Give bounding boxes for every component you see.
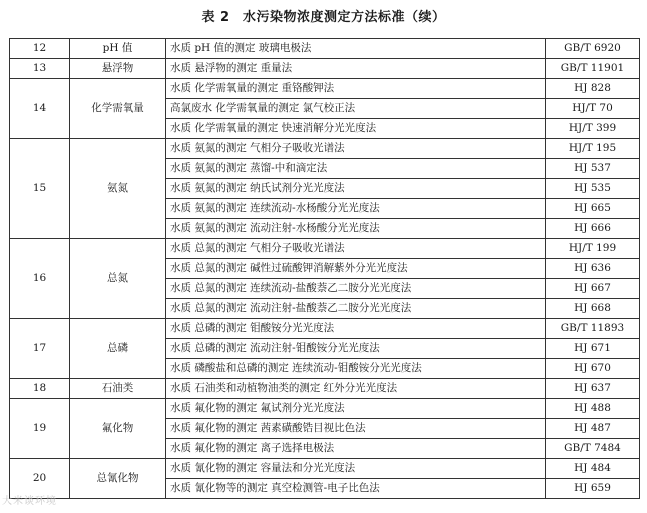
standards-table-body: [10, 39, 640, 499]
table-row: [10, 39, 640, 59]
standard-code-cell: GB/T 11901: [546, 59, 640, 79]
method-name-cell: 水质 总磷的测定 钼酸铵分光光度法: [166, 319, 546, 339]
pollutant-item-cell: 氨氮: [70, 139, 166, 239]
standard-code-cell: HJ 671: [546, 339, 640, 359]
method-name-cell: 水质 氨氮的测定 纳氏试剂分光光度法: [166, 179, 546, 199]
standard-code-cell: HJ 535: [546, 179, 640, 199]
method-name-cell: 水质 氟化物的测定 离子选择电极法: [166, 439, 546, 459]
standard-code-cell: HJ 670: [546, 359, 640, 379]
method-name-cell: 水质 总磷的测定 流动注射-钼酸铵分光光度法: [166, 339, 546, 359]
pollutant-item-cell: 总磷: [70, 319, 166, 379]
serial-number-cell: 16: [10, 239, 70, 319]
serial-number-cell: 15: [10, 139, 70, 239]
table-row: [10, 59, 640, 79]
table-row: [10, 319, 640, 339]
method-name-cell: 水质 石油类和动植物油类的测定 红外分光光度法: [166, 379, 546, 399]
standard-code-cell: HJ 665: [546, 199, 640, 219]
standard-code-cell: HJ/T 70: [546, 99, 640, 119]
serial-number-cell: 13: [10, 59, 70, 79]
standard-code-cell: HJ/T 195: [546, 139, 640, 159]
standard-code-cell: HJ 636: [546, 259, 640, 279]
pollutant-item-cell: 石油类: [70, 379, 166, 399]
serial-number-cell: 20: [10, 459, 70, 499]
table-row: [10, 459, 640, 479]
method-name-cell: 高氯废水 化学需氧量的测定 氯气校正法: [166, 99, 546, 119]
pollutant-item-cell: 悬浮物: [70, 59, 166, 79]
table-row: [10, 79, 640, 99]
method-name-cell: 水质 磷酸盐和总磷的测定 连续流动-钼酸铵分光光度法: [166, 359, 546, 379]
method-name-cell: 水质 pH 值的测定 玻璃电极法: [166, 39, 546, 59]
method-name-cell: 水质 氟化物的测定 茜素磺酸锆目视比色法: [166, 419, 546, 439]
serial-number-cell: 19: [10, 399, 70, 459]
method-name-cell: 水质 氟化物的测定 氟试剂分光光度法: [166, 399, 546, 419]
method-name-cell: 水质 氨氮的测定 气相分子吸收光谱法: [166, 139, 546, 159]
standard-code-cell: HJ 667: [546, 279, 640, 299]
standard-code-cell: HJ 488: [546, 399, 640, 419]
table-row: [10, 399, 640, 419]
standard-code-cell: HJ 666: [546, 219, 640, 239]
standard-code-cell: HJ 659: [546, 479, 640, 499]
standard-code-cell: GB/T 6920: [546, 39, 640, 59]
serial-number-cell: 12: [10, 39, 70, 59]
method-name-cell: 水质 氨氮的测定 流动注射-水杨酸分光光度法: [166, 219, 546, 239]
standard-code-cell: GB/T 7484: [546, 439, 640, 459]
standard-code-cell: HJ/T 399: [546, 119, 640, 139]
standard-code-cell: GB/T 11893: [546, 319, 640, 339]
method-name-cell: 水质 悬浮物的测定 重量法: [166, 59, 546, 79]
pollutant-item-cell: pH 值: [70, 39, 166, 59]
method-name-cell: 水质 化学需氧量的测定 快速消解分光光度法: [166, 119, 546, 139]
pollutant-item-cell: 氟化物: [70, 399, 166, 459]
method-name-cell: 水质 总氮的测定 连续流动-盐酸萘乙二胺分光光度法: [166, 279, 546, 299]
standard-code-cell: HJ/T 199: [546, 239, 640, 259]
standard-code-cell: HJ 537: [546, 159, 640, 179]
table-title: 表 2 水污染物浓度测定方法标准（续）: [201, 10, 446, 25]
pollutant-item-cell: 总氰化物: [70, 459, 166, 499]
standard-code-cell: HJ 668: [546, 299, 640, 319]
method-name-cell: 水质 氨氮的测定 蒸馏-中和滴定法: [166, 159, 546, 179]
method-name-cell: 水质 总氮的测定 气相分子吸收光谱法: [166, 239, 546, 259]
standard-code-cell: HJ 637: [546, 379, 640, 399]
watermark-text: 大米谈环境: [2, 496, 57, 507]
standard-code-cell: HJ 487: [546, 419, 640, 439]
serial-number-cell: 17: [10, 319, 70, 379]
standards-table: [9, 38, 640, 499]
table-row: [10, 379, 640, 399]
method-name-cell: 水质 氰化物等的测定 真空检测管-电子比色法: [166, 479, 546, 499]
serial-number-cell: 18: [10, 379, 70, 399]
pollutant-item-cell: 化学需氧量: [70, 79, 166, 139]
method-name-cell: 水质 总氮的测定 流动注射-盐酸萘乙二胺分光光度法: [166, 299, 546, 319]
standard-code-cell: HJ 828: [546, 79, 640, 99]
method-name-cell: 水质 化学需氧量的测定 重铬酸钾法: [166, 79, 546, 99]
serial-number-cell: 14: [10, 79, 70, 139]
standard-code-cell: HJ 484: [546, 459, 640, 479]
table-row: [10, 239, 640, 259]
table-row: [10, 139, 640, 159]
method-name-cell: 水质 总氮的测定 碱性过硫酸钾消解紫外分光光度法: [166, 259, 546, 279]
method-name-cell: 水质 氨氮的测定 连续流动-水杨酸分光光度法: [166, 199, 546, 219]
method-name-cell: 水质 氰化物的测定 容量法和分光光度法: [166, 459, 546, 479]
pollutant-item-cell: 总氮: [70, 239, 166, 319]
